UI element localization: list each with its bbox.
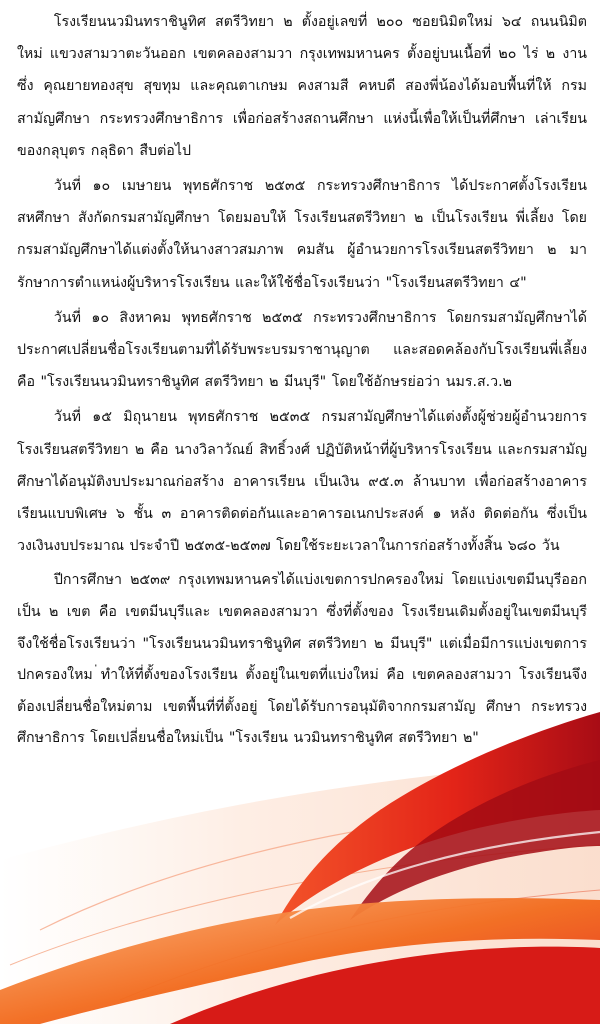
paragraph-district-change: ปีการศึกษา ๒๕๓๙ กรุงเทพมหานครได้แบ่งเขตการปกครองใหม่ โดยแบ่งเขตมีนบุรีออกเป็น ๒ เขต คือ เขตมีนบุรีและ เขตคลองสามวา ซึ่งที่ตั้งของ โรงเรียนเดิมตั้งอยู่ในเขตมีนบุรี จึงใช้ชื่อโรงเรียนว่า "โรงเรียนนวมินทราชินูทิศ สตรีวิทยา ๒ มีนบุรี" แต่เมื่อมีการแบ่งเขตการปกครองใหม ่ทำให้ที่ตั้งของโรงเรียน ตั้งอยู่ในเขตที่แบ่งใหม่ คือ เขตคลองสามวา โรงเรียนจึงต้องเปลี่ยนชื่อใหม่ตาม เขตพื้นที่ที่ตั้งอยู่ โดยได้รับการอนุมัติจากกรมสามัญ ศึกษา กระทรวงศึกษาธิการ โดยเปลี่ยนชื่อใหม่เป็น "โรงเรียน นวมินทราชินูทิศ สตรีวิทยา ๒" [17,572,587,747]
document-body [17,6,587,758]
paragraph-school-location: โรงเรียนนวมินทราชินูทิศ สตรีวิทยา ๒ ตั้งอยู่เลขที่ ๒๐๐ ซอยนิมิตใหม่ ๖๔ ถนนนิมิตใหม่ แขวงสามวาตะวันออก เขตคลองสามวา กรุงเทพมหานคร ตั้งอยู่บนเนื้อที่ ๒๐ ไร่ ๒ งาน ซึ่ง คุณยายทองสุข สุขทุม และคุณตาเกษม คงสามสี คหบดี สองพี่น้องได้มอบพื้นที่ให้ กรมสามัญศึกษา กระทรวงศึกษาธิการ เพื่อก่อสร้างสถานศึกษา แห่งนี้เพื่อให้เป็นที่ศึกษา เล่าเรียนของกลุบุตร กลุธิดา สืบต่อไป [17,14,587,159]
paragraph-school-renaming: วันที่ ๑๐ สิงหาคม พุทธศักราช ๒๕๓๕ กระทรวงศึกษาธิการ โดยกรมสามัญศึกษาได้ประกาศเปลี่ยนชื่อโรงเรียนตามที่ได้รับพระบรมราชานุญาต และสอดคล้องกับโรงเรียนพี่เลี้ยง คือ "โรงเรียนนวมินทราชินูทิศ สตรีวิทยา ๒ มีนบุรี" โดยใช้อักษรย่อว่า นมร.ส.ว.๒ [17,309,587,391]
paragraph-construction-budget: วันที่ ๑๕ มิถุนายน พุทธศักราช ๒๕๓๕ กรมสามัญศึกษาได้แต่งตั้งผู้ช่วยผู้อำนวยการโรงเรียนสตรีวิทยา ๒ คือ นางวิลาวัณย์ สิทธิ์วงศ์ ปฏิบัติหน้าที่ผู้บริหารโรงเรียน และกรมสามัญศึกษาได้อนุมัติงบประมาณก่อสร้าง อาคารเรียน เป็นเงิน ๙๕.๓ ล้านบาท เพื่อก่อสร้างอาคารเรียนแบบพิเศษ ๖ ชั้น ๓ อาคารติดต่อกันและอาคารอเนกประสงค์ ๑ หลัง ติดต่อกัน ซึ่งเป็นวงเงินงบประมาณ ประจำปี ๒๕๓๕-๒๕๓๗ โดยใช้ระยะเวลาในการก่อสร้างทั้งสิ้น ๖๘๐ วัน [17,409,587,555]
paragraph-school-founding: วันที่ ๑๐ เมษายน พุทธศักราช ๒๕๓๕ กระทรวงศึกษาธิการ ได้ประกาศตั้งโรงเรียนสหศึกษา สังกัดกรมสามัญศึกษา โดยมอบให้ โรงเรียนสตรีวิทยา ๒ เป็นโรงเรียน พี่เลี้ยง โดยกรมสามัญศึกษาได้แต่งตั้งให้นางสาวสมภาพ คมสัน ผู้อำนวยการโรงเรียนสตรีวิทยา ๒ มารักษาการตำแหน่งผู้บริหารโรงเรียน และให้ใช้ชื่อโรงเรียนว่า "โรงเรียนสตรีวิทยา ๔" [17,178,587,291]
